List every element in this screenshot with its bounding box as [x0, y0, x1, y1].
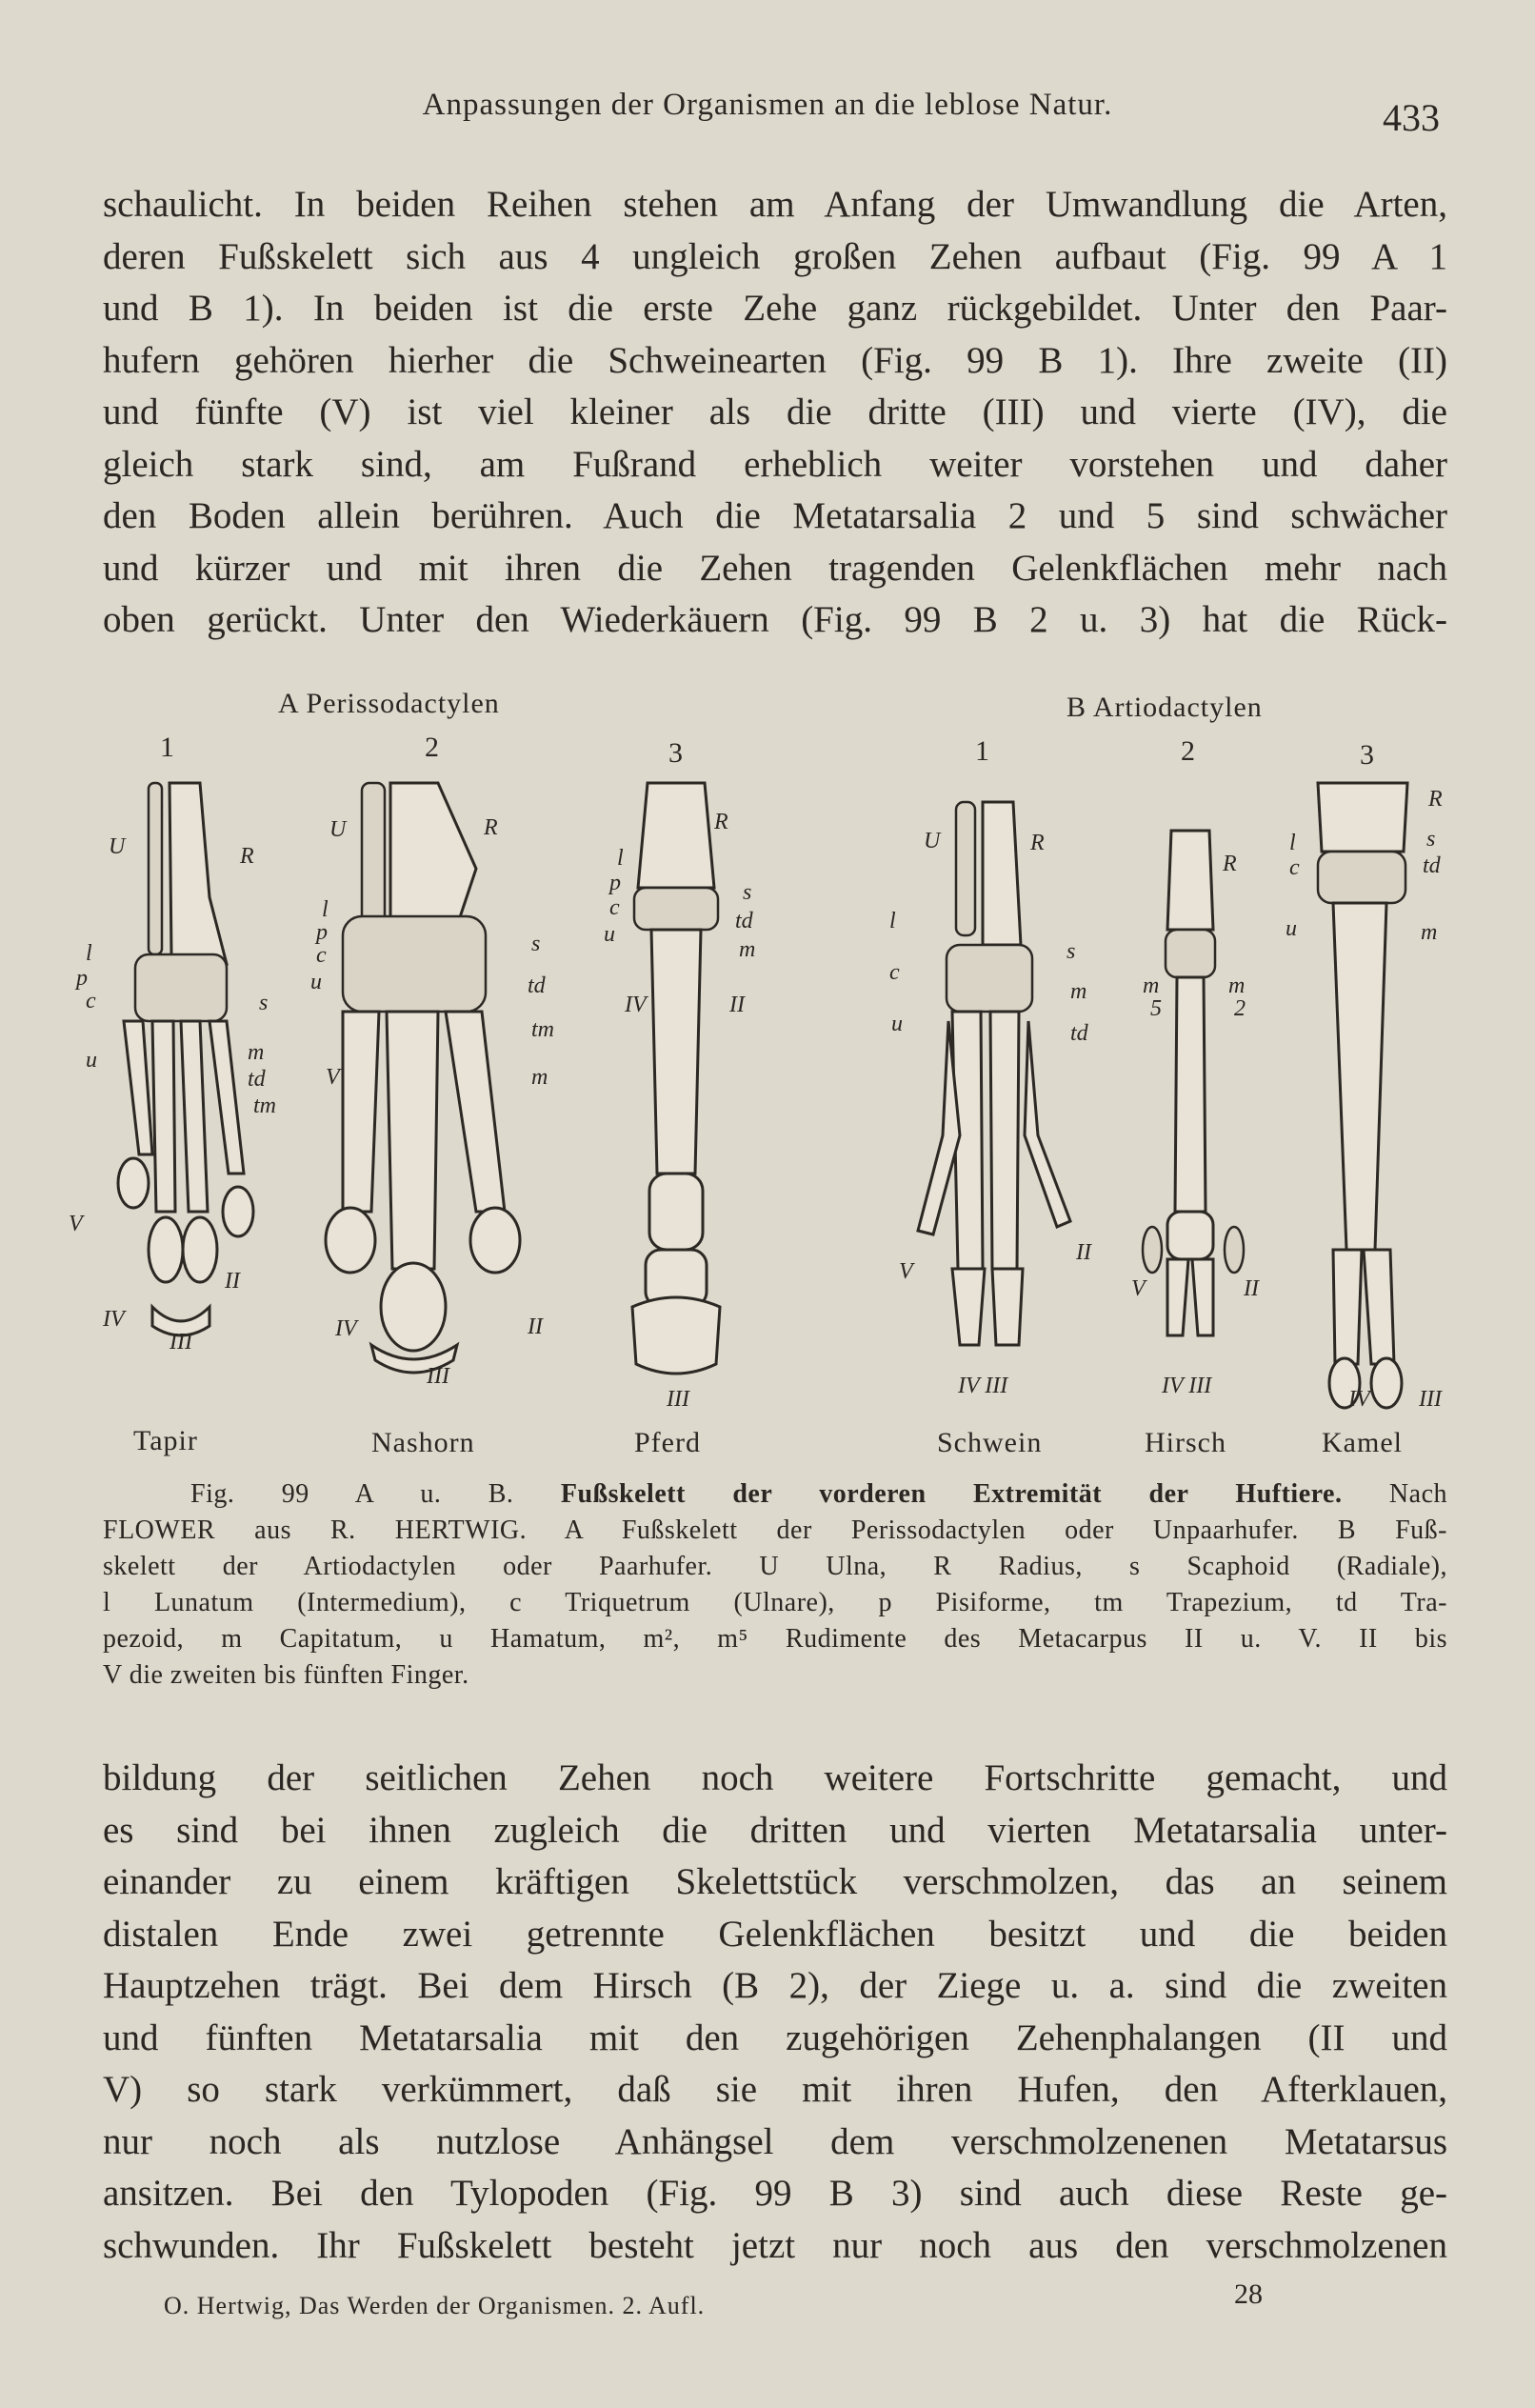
svg-text:III: III: [427, 1364, 449, 1389]
svg-text:tm: tm: [531, 1017, 554, 1042]
svg-text:III: III: [169, 1330, 192, 1354]
svg-text:IV III: IV III: [1162, 1374, 1212, 1398]
label-kamel: Kamel: [1322, 1427, 1403, 1458]
svg-text:c: c: [86, 989, 96, 1013]
text-line: nur noch als nutzlose Anhängsel dem verschmolzenenen Metatarsus: [103, 2120, 1447, 2162]
figure-number-a1: 1: [160, 732, 174, 763]
svg-text:td: td: [248, 1067, 266, 1092]
svg-text:V: V: [1131, 1276, 1146, 1301]
svg-text:II: II: [1244, 1276, 1259, 1301]
svg-text:s: s: [743, 880, 752, 905]
svg-text:II: II: [225, 1269, 240, 1294]
foot-skeleton-drawings: [57, 678, 1447, 1440]
svg-text:u: u: [86, 1048, 97, 1073]
sheet-number: 28: [1234, 2278, 1263, 2310]
svg-text:u: u: [310, 970, 322, 994]
svg-text:l: l: [617, 846, 624, 871]
running-head: Anpassungen der Organismen an die leblose Natur.: [422, 88, 1113, 122]
text-line: und B 1). In beiden ist die erste Zehe ganz rückgebildet. Unter den Paar-: [103, 288, 1447, 329]
svg-text:R: R: [714, 810, 728, 834]
svg-text:IV: IV: [103, 1307, 125, 1332]
svg-text:c: c: [316, 943, 327, 968]
paragraph-bottom: [103, 1753, 1447, 2272]
tapir-skeleton-drawing: [69, 783, 276, 1354]
svg-text:c: c: [889, 960, 900, 985]
text-line: gleich stark sind, am Fußrand erheblich weiter vorstehen und daher: [103, 443, 1447, 485]
svg-text:td: td: [1423, 853, 1441, 878]
svg-text:m: m: [1070, 979, 1087, 1004]
svg-text:U: U: [329, 817, 347, 842]
pig-skeleton-drawing: [889, 802, 1092, 1398]
svg-text:td: td: [1070, 1021, 1088, 1046]
text-line: und fünfte (V) ist viel kleiner als die dritte (III) und vierte (IV), die: [103, 391, 1447, 432]
figure-number-b3: 3: [1360, 739, 1374, 771]
figure-number-a2: 2: [425, 732, 439, 763]
svg-text:m: m: [739, 937, 756, 962]
svg-text:l: l: [322, 897, 329, 922]
label-schwein: Schwein: [937, 1427, 1043, 1458]
svg-text:U: U: [109, 834, 126, 859]
svg-text:R: R: [1428, 787, 1443, 812]
horse-skeleton-drawing: [604, 783, 755, 1412]
caption-line: skelett der Artiodactylen oder Paarhufer. U Ulna, R Radius, s Scaphoid (Radiale),: [103, 1552, 1447, 1581]
svg-text:II: II: [1076, 1240, 1091, 1265]
svg-text:U: U: [924, 829, 941, 853]
svg-text:m: m: [531, 1065, 548, 1090]
svg-text:s: s: [1067, 939, 1076, 964]
text-line: es sind bei ihnen zugleich die dritten und vierten Metatarsalia unter-: [103, 1809, 1447, 1851]
svg-text:II: II: [729, 993, 745, 1017]
svg-text:IV III: IV III: [958, 1374, 1008, 1398]
svg-text:IV: IV: [625, 993, 647, 1017]
svg-text:R: R: [1030, 831, 1045, 855]
svg-text:p: p: [609, 871, 621, 895]
caption-line: l Lunatum (Intermedium), c Triquetrum (Ulnare), p Pisiforme, tm Trapezium, td Tra-: [103, 1588, 1447, 1617]
svg-text:c: c: [609, 895, 620, 920]
figure-number-b2: 2: [1181, 735, 1195, 767]
group-title-artiodactylen: B Artiodactylen: [1067, 692, 1263, 723]
svg-text:l: l: [86, 941, 92, 966]
svg-text:III: III: [1419, 1387, 1442, 1412]
svg-text:2: 2: [1234, 996, 1246, 1021]
svg-text:u: u: [891, 1012, 903, 1036]
page-number: 433: [1383, 96, 1440, 139]
label-nashorn: Nashorn: [371, 1427, 475, 1458]
svg-text:m: m: [1143, 973, 1160, 998]
svg-text:u: u: [1286, 916, 1297, 941]
svg-text:V: V: [899, 1259, 913, 1284]
svg-text:m: m: [1421, 920, 1438, 945]
deer-skeleton-drawing: [1131, 831, 1260, 1398]
svg-text:l: l: [1289, 831, 1296, 855]
label-hirsch: Hirsch: [1145, 1427, 1226, 1458]
caption-line: V die zweiten bis fünften Finger.: [103, 1660, 469, 1690]
group-title-perissodactylen: A Perissodactylen: [278, 688, 500, 719]
caption-line: FLOWER aus R. HERTWIG. A Fußskelett der Perissodactylen oder Unpaarhufer. B Fuß-: [103, 1515, 1447, 1545]
svg-text:c: c: [1289, 855, 1300, 880]
caption-figure-ref: Fig. 99 A u. B.: [190, 1479, 514, 1509]
text-line: den Boden allein berühren. Auch die Metatarsalia 2 und 5 sind schwächer: [103, 495, 1447, 536]
paragraph-top: [103, 179, 1447, 647]
text-line: und kürzer und mit ihren die Zehen tragenden Gelenkflächen mehr nach: [103, 547, 1447, 589]
svg-text:l: l: [889, 909, 896, 933]
label-pferd: Pferd: [634, 1427, 701, 1458]
figure-99: [57, 678, 1447, 1478]
text-line: ansitzen. Bei den Tylopoden (Fig. 99 B 3) sind auch diese Reste ge-: [103, 2173, 1447, 2214]
svg-text:u: u: [604, 922, 615, 947]
text-line: schaulicht. In beiden Reihen stehen am Anfang der Umwandlung die Arten,: [103, 184, 1447, 225]
svg-text:V: V: [326, 1065, 340, 1090]
text-line: V) so stark verkümmert, daß sie mit ihren Hufen, den Afterklauen,: [103, 2069, 1447, 2110]
text-line: einander zu einem kräftigen Skelettstück verschmolzen, das an seinem: [103, 1861, 1447, 1902]
caption-line: pezoid, m Capitatum, u Hamatum, m², m⁵ Rudimente des Metacarpus II u. V. II bis: [103, 1624, 1447, 1654]
figure-caption: [103, 1476, 1447, 1694]
text-line: oben gerückt. Unter den Wiederkäuern (Fig. 99 B 2 u. 3) hat die Rück-: [103, 599, 1447, 640]
text-line: bildung der seitlichen Zehen noch weitere Fortschritte gemacht, und: [103, 1757, 1447, 1798]
svg-text:m: m: [1228, 973, 1246, 998]
svg-text:tm: tm: [253, 1094, 276, 1118]
caption-source-prefix: Nach: [1388, 1479, 1447, 1509]
svg-text:IV: IV: [335, 1316, 357, 1341]
svg-text:R: R: [240, 844, 254, 869]
svg-text:R: R: [1223, 852, 1237, 876]
svg-text:II: II: [528, 1314, 543, 1339]
text-line: distalen Ende zwei getrennte Gelenkflächen besitzt und die beiden: [103, 1913, 1447, 1955]
text-line: schwunden. Ihr Fußskelett besteht jetzt nur noch aus den verschmolzenen: [103, 2224, 1447, 2266]
text-line: Hauptzehen trägt. Bei dem Hirsch (B 2), der Ziege u. a. sind die zweiten: [103, 1965, 1447, 2006]
text-line: und fünften Metatarsalia mit den zugehörigen Zehenphalangen (II und: [103, 2017, 1447, 2058]
rhinoceros-skeleton-drawing: [310, 783, 554, 1389]
svg-text:5: 5: [1150, 996, 1162, 1021]
svg-text:m: m: [248, 1040, 265, 1065]
label-tapir: Tapir: [133, 1425, 198, 1456]
svg-text:p: p: [76, 966, 88, 991]
svg-text:V: V: [69, 1212, 83, 1236]
svg-text:IV: IV: [1348, 1387, 1370, 1412]
svg-text:R: R: [484, 815, 498, 840]
caption-title: Fußskelett der vorderen Extremität der Huftiere.: [560, 1479, 1343, 1509]
svg-text:s: s: [531, 932, 541, 956]
text-line: deren Fußskelett sich aus 4 ungleich großen Zehen aufbaut (Fig. 99 A 1: [103, 235, 1447, 277]
svg-text:s: s: [259, 991, 269, 1015]
caption-line: [103, 1476, 1447, 1513]
text-line: hufern gehören hierher die Schweinearten (Fig. 99 B 1). Ihre zweite (II): [103, 339, 1447, 381]
camel-skeleton-drawing: [1286, 783, 1443, 1412]
svg-text:td: td: [735, 909, 753, 933]
svg-text:III: III: [667, 1387, 689, 1412]
footer-citation: O. Hertwig, Das Werden der Organismen. 2. Aufl.: [164, 2292, 706, 2319]
svg-text:td: td: [528, 973, 546, 998]
figure-number-a3: 3: [668, 737, 683, 769]
svg-text:p: p: [316, 920, 328, 945]
svg-text:s: s: [1426, 827, 1436, 852]
figure-number-b1: 1: [975, 735, 989, 767]
